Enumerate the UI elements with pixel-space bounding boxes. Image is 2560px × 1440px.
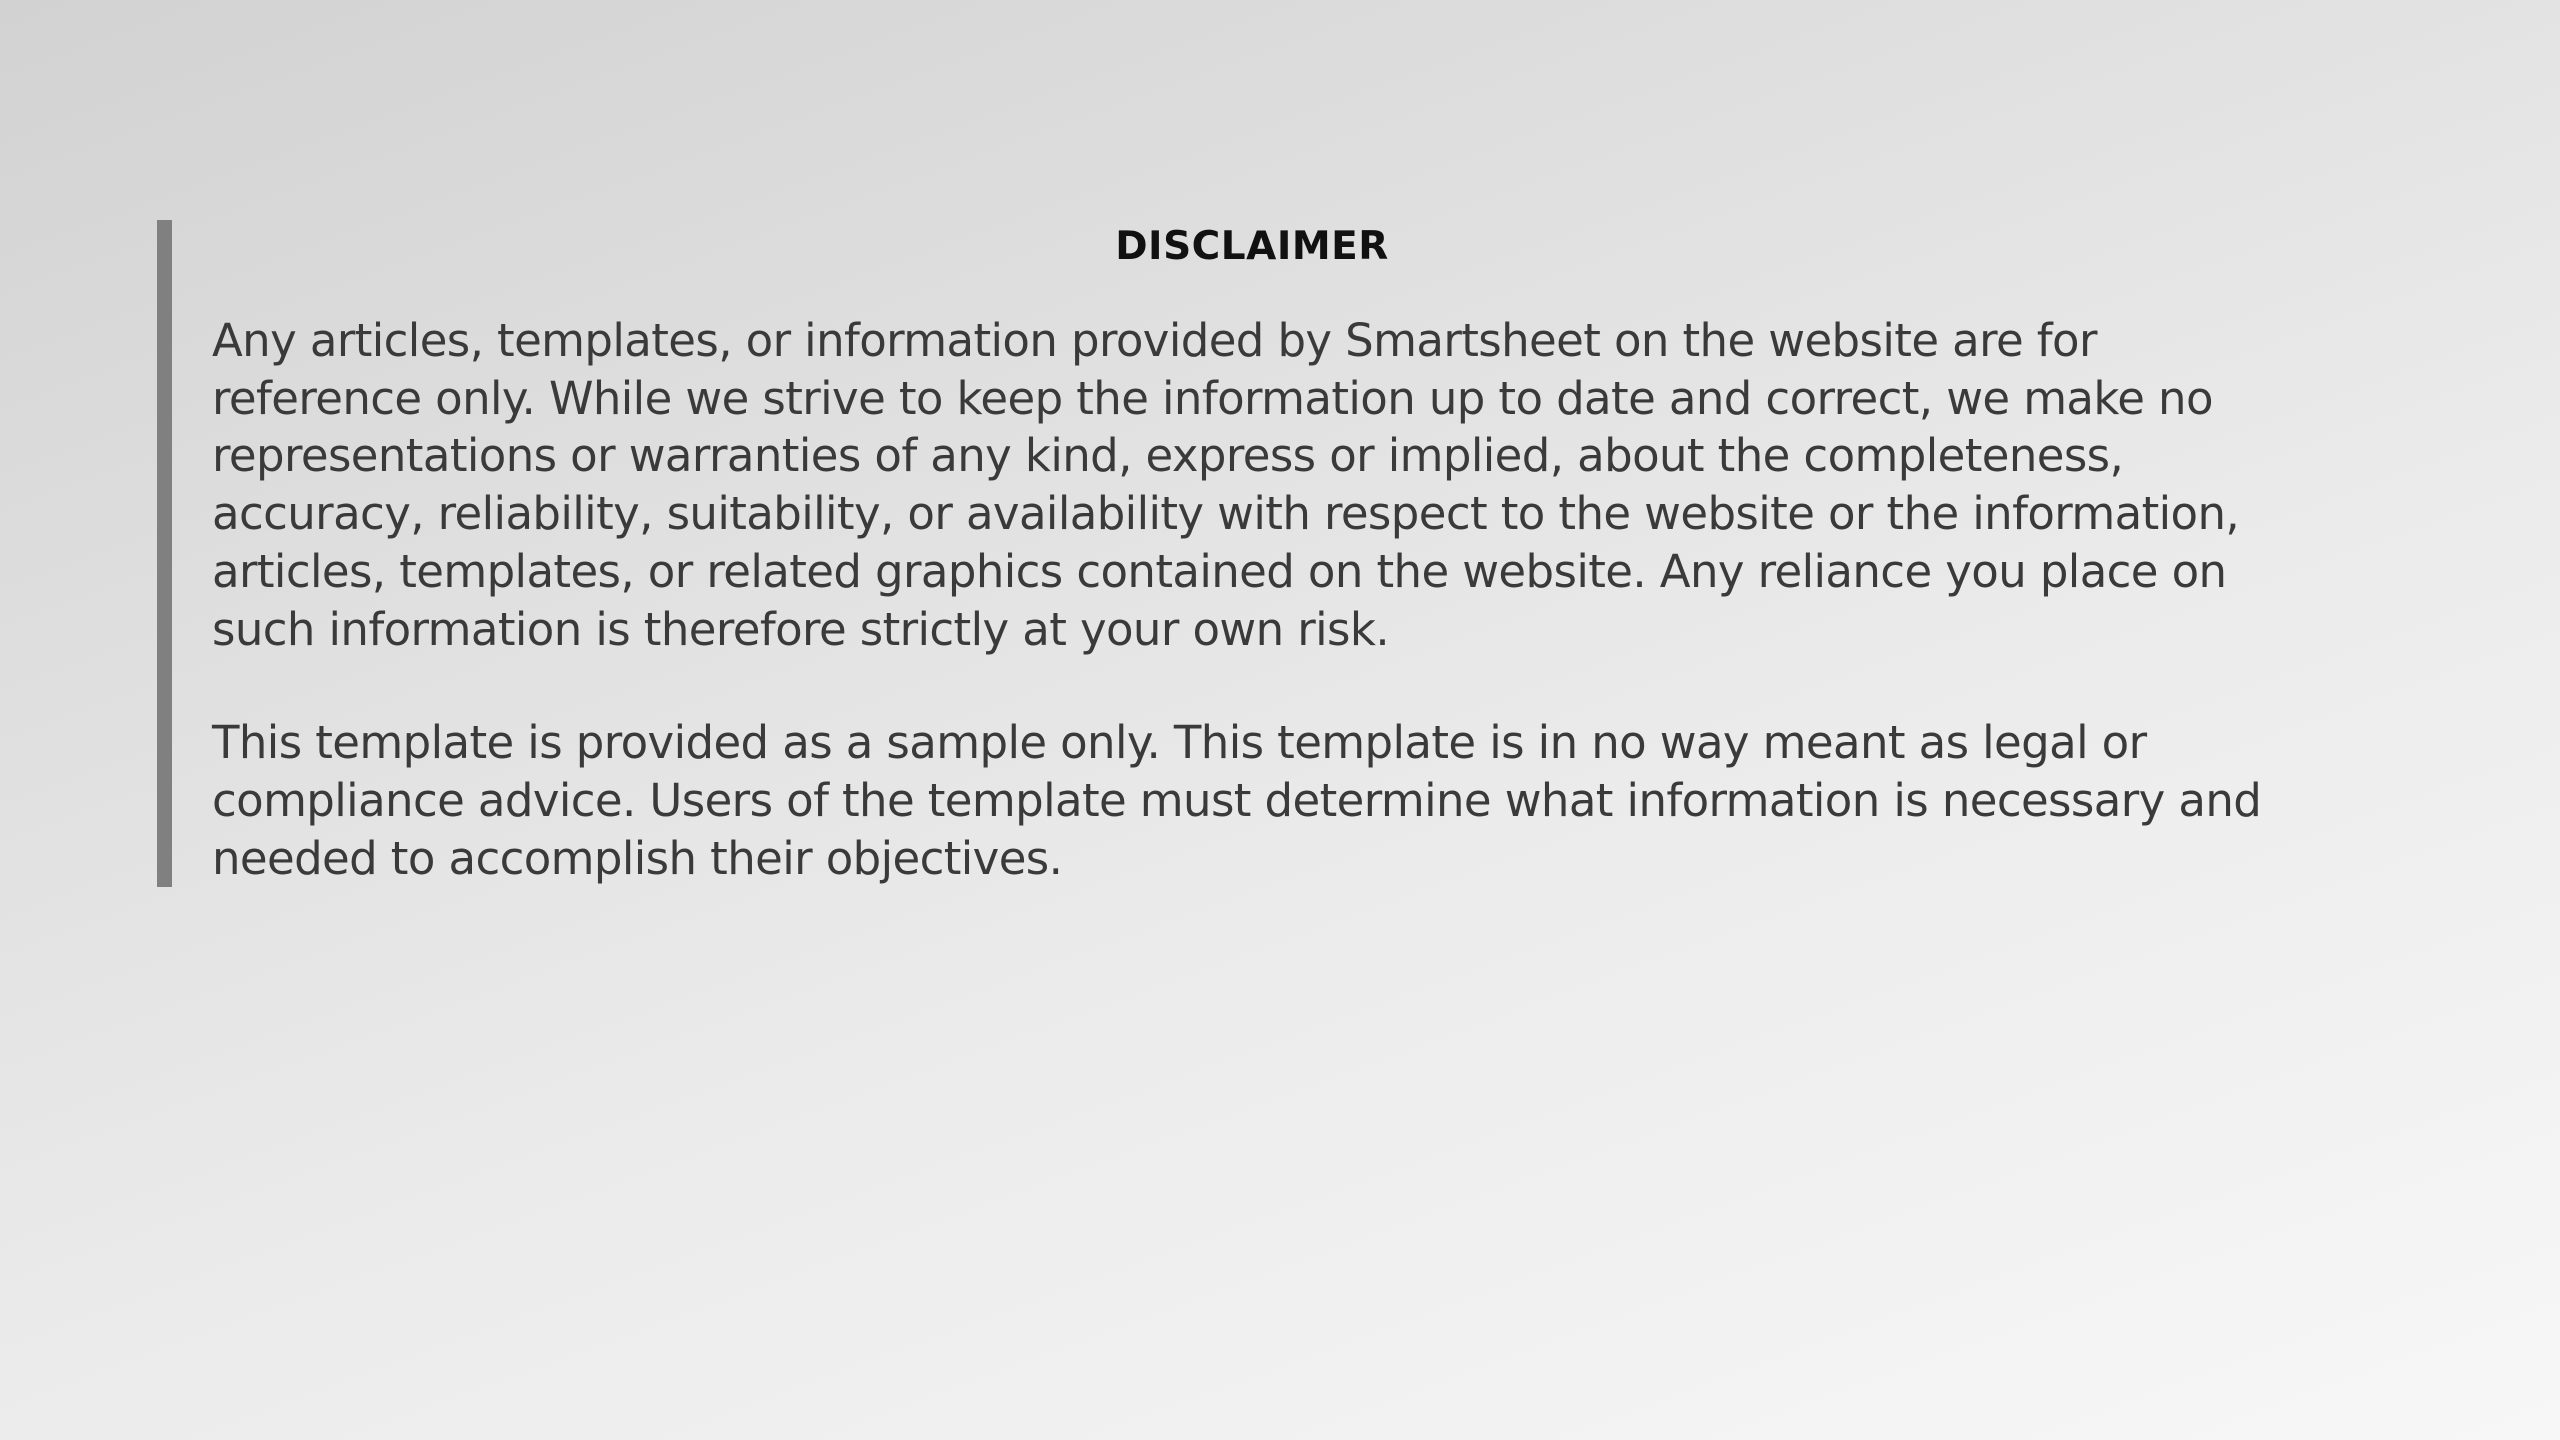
disclaimer-paragraph-reference: Any articles, templates, or information provided by Smartsheet on the website are for reference only. While we strive to keep the information up to date and correct, we make no representations or warranties of any kind, express or implied, about the completeness, accuracy, reliability, suitability, or availability with respect to the website or the information, articles, templates, or related graphics contained on the website. Any reliance you place on such information is therefore strictly at your own risk.: [212, 314, 2240, 656]
accent-bar: [157, 220, 172, 887]
disclaimer-paragraph-sample: This template is provided as a sample only. This template is in no way meant as legal or compliance advice. Users of the template must determine what information is necessary and needed to accomplish their objectives.: [212, 716, 2262, 885]
disclaimer-title: DISCLAIMER: [1115, 224, 1389, 269]
disclaimer-content: [212, 220, 2292, 887]
